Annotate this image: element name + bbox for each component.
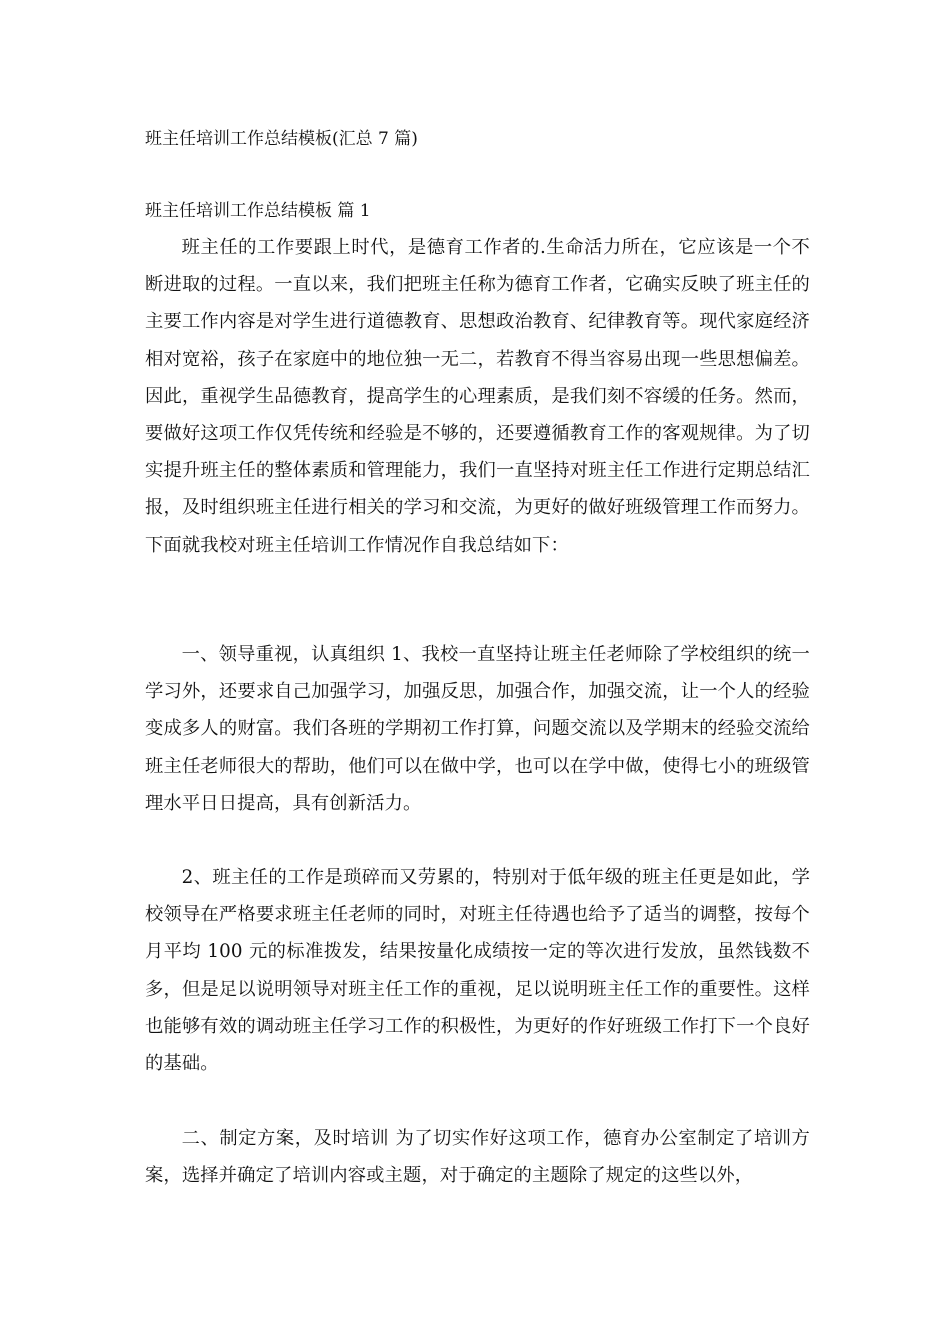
section-heading: 班主任培训工作总结模板 篇 1	[145, 201, 371, 221]
document-title: 班主任培训工作总结模板(汇总 7 篇)	[145, 129, 418, 149]
paragraph-leadership: 一、领导重视，认真组织 1、我校一直坚持让班主任老师除了学校组织的统一学习外，还要求自己加强学习，加强反思，加强合作，加强交流，让一个人的经验变成多人的财富。我们各班的学期初工作打算，问题交流以及学期末的经验交流给班主任老师很大的帮助，他们可以在做中学，也可以在学中做，使得七小的班级管理水平日日提高，具有创新活力。	[145, 644, 810, 814]
paragraph-compensation: 2、班主任的工作是琐碎而又劳累的，特别对于低年级的班主任更是如此，学校领导在严格要求班主任老师的同时，对班主任待遇也给予了适当的调整，按每个月平均 100 元的标准拨发，结果按量化成绩按一定的等次进行发放，虽然钱数不多，但是足以说明领导对班主任工作的重视，足以说明班主任工作的重要性。这样也能够有效的调动班主任学习工作的积极性，为更好的作好班级工作打下一个良好的基础。	[145, 867, 810, 1075]
paragraph-intro: 班主任的工作要跟上时代，是德育工作者的.生命活力所在，它应该是一个不断进取的过程。一直以来，我们把班主任称为德育工作者，它确实反映了班主任的主要工作内容是对学生进行道德教育、思想政治教育、纪律教育等。现代家庭经济相对宽裕，孩子在家庭中的地位独一无二，若教育不得当容易出现一些思想偏差。因此，重视学生品德教育，提高学生的心理素质，是我们刻不容缓的任务。然而，要做好这项工作仅凭传统和经验是不够的，还要遵循教育工作的客观规律。为了切实提升班主任的整体素质和管理能力，我们一直坚持对班主任工作进行定期总结汇报，及时组织班主任进行相关的学习和交流，为更好的做好班级管理工作而努力。下面就我校对班主任培训工作情况作自我总结如下：	[145, 237, 810, 556]
paragraph-training-plan: 二、制定方案，及时培训 为了切实作好这项工作，德育办公室制定了培训方案，选择并确定了培训内容或主题，对于确定的主题除了规定的这些以外，	[145, 1128, 810, 1187]
